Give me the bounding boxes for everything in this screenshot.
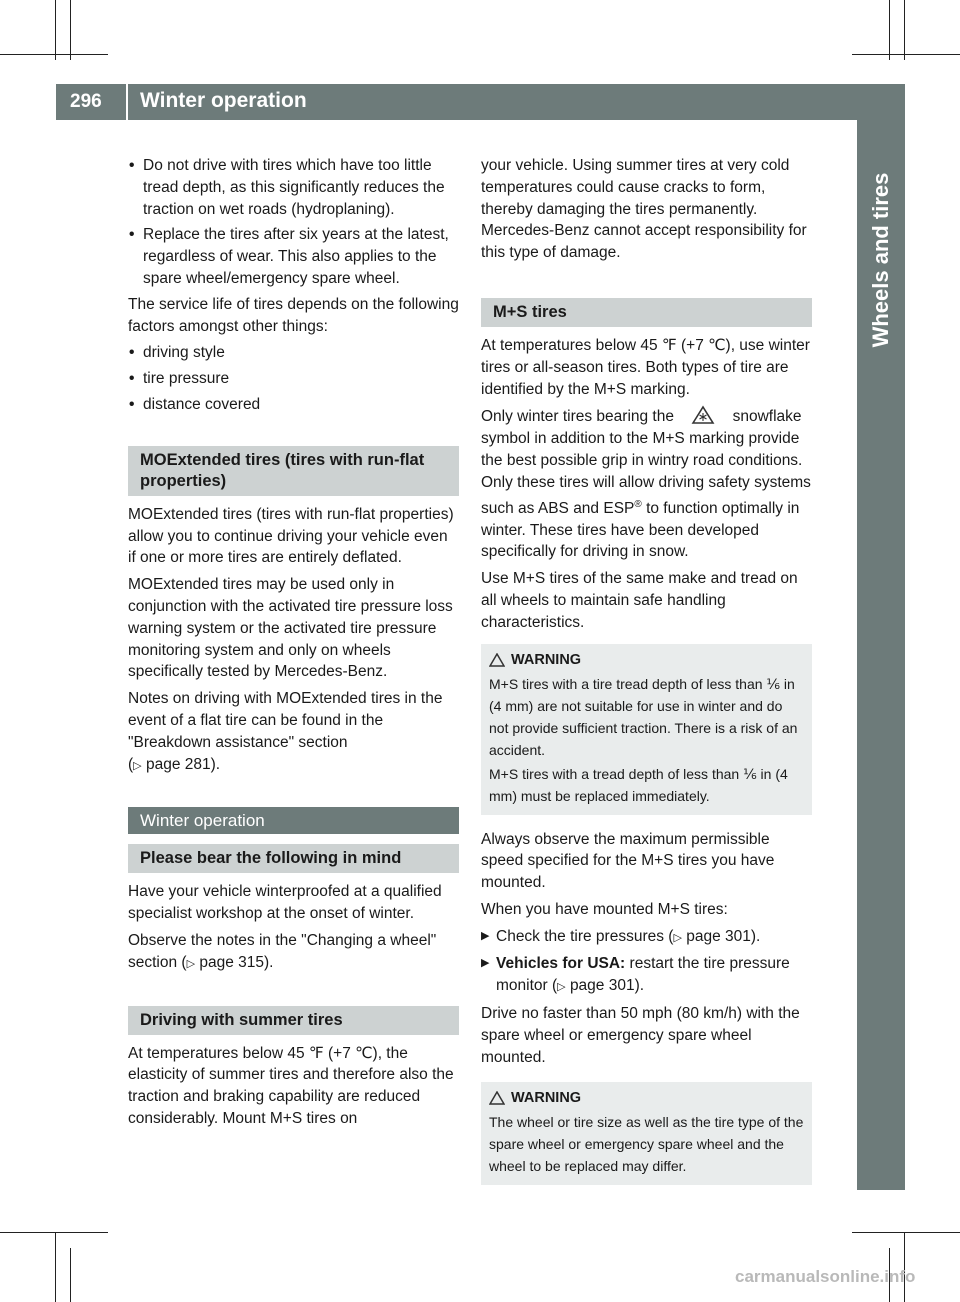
- arrow-right-icon: ▷: [133, 759, 142, 772]
- warning-box: [481, 644, 812, 815]
- crop-mark: [904, 0, 905, 60]
- page-reference-link[interactable]: ▷ page 301).: [557, 977, 645, 995]
- crop-mark: [0, 1232, 108, 1233]
- paragraph: At temperatures below 45 ℉ (+7 ℃), the elasticity of summer tires and therefore also the traction and braking capability are reduced considerably. Mount M+S tires on: [128, 1044, 454, 1127]
- crop-mark: [55, 0, 56, 60]
- warning-text: The wheel or tire size as well as the tire type of the spare wheel or emergency spare wheel and the wheel to be replaced may differ.: [489, 1114, 804, 1175]
- side-tab-label: Wheels and tires: [868, 172, 893, 348]
- snowflake-icon: [690, 405, 716, 425]
- warning-triangle-icon: [489, 653, 505, 667]
- paragraph: Have your vehicle winterproofed at a qualified specialist workshop at the onset of winter.: [128, 883, 442, 923]
- instruction-step: ▶ Vehicles for USA: restart the tire pressure monitor (▷ page 301).: [481, 953, 812, 999]
- crop-mark: [852, 1232, 960, 1233]
- list-item: • Replace the tires after six years at the latest, regardless of wear. This also applies to the spare wheel/emergency spare wheel.: [128, 224, 459, 289]
- page-reference-link[interactable]: ▷ page 301).: [673, 927, 761, 945]
- page-number: 296: [70, 91, 102, 112]
- warning-text: M+S tires with a tread depth of less than ⅙ in (4 mm) must be replaced immediately.: [489, 765, 788, 804]
- paragraph: Only winter tires bearing the snowflake symbol in addition to the M+S marking provide the best possible grip in wintry road conditions. Only these tires will allow driving safety systems such as ABS and ESP® to function optimally in winter. These tires have been developed specifically for driving in snow.: [481, 405, 812, 563]
- paragraph: Always observe the maximum permissible speed specified for the M+S tires you have mounted.: [481, 830, 775, 892]
- crop-mark: [70, 1248, 71, 1302]
- paragraph: MOExtended tires (tires with run-flat properties) allow you to continue driving your vehicle even if one or more tires are entirely deflated.: [128, 505, 454, 567]
- instruction-step: ▶ Check the tire pressures (▷ page 301).: [481, 926, 812, 950]
- crop-mark: [0, 54, 108, 55]
- paragraph: MOExtended tires may be used only in conjunction with the activated tire pressure loss warning system or the activated tire pressure monitoring system and only on wheels specifically tested by Mercedes-Benz.: [128, 576, 453, 681]
- section-heading-moextended: MOExtended tires (tires with run-flat properties): [128, 446, 459, 496]
- list-item: • driving style: [128, 342, 459, 364]
- paragraph: Observe the notes in the "Changing a wheel" section (▷ page 315).: [128, 931, 437, 971]
- crop-mark: [70, 0, 71, 60]
- section-heading-summer-tires: Driving with summer tires: [128, 1006, 459, 1035]
- header-divider: [126, 84, 128, 120]
- paragraph: [128, 688, 459, 777]
- warning-title: WARNING: [489, 1087, 804, 1109]
- arrow-right-icon: ▷: [557, 981, 566, 994]
- warning-triangle-icon: [489, 1091, 505, 1105]
- page-reference-link[interactable]: ▷ page 315).: [186, 953, 274, 971]
- section-heading-ms-tires: M+S tires: [481, 298, 812, 327]
- paragraph-text: Notes on driving with MOExtended tires in the event of a flat tire can be found in the "Breakdown assistance" section: [128, 690, 443, 751]
- list-item: • tire pressure: [128, 368, 459, 390]
- crop-mark: [55, 1232, 56, 1302]
- paragraph: At temperatures below 45 ℉ (+7 ℃), use winter tires or all-season tires. Both types of tire are identified by the M+S marking.: [481, 336, 810, 398]
- crop-mark: [889, 0, 890, 60]
- arrow-right-icon: ▷: [186, 957, 196, 970]
- service-life-text: The service life of tires depends on the following factors amongst other things:: [128, 295, 459, 335]
- page-reference-link[interactable]: (▷ page 281).: [128, 755, 221, 773]
- paragraph: your vehicle. Using summer tires at very cold temperatures could cause cracks to form, thereby damaging the tires permanently. Mercedes-Benz cannot accept responsibility for this type of damage.: [481, 157, 807, 262]
- watermark: carmanualsonline.info: [735, 1267, 916, 1286]
- section-heading-bear-in-mind: Please bear the following in mind: [128, 844, 459, 873]
- crop-mark: [852, 54, 960, 55]
- left-column: [128, 155, 459, 1135]
- warning-box: [481, 1082, 812, 1185]
- right-column: [481, 155, 812, 1199]
- arrow-right-icon: ▷: [673, 931, 682, 944]
- page-title: Winter operation: [140, 89, 307, 112]
- warning-text: M+S tires with a tire tread depth of less than ⅙ in (4 mm) are not suitable for use in winter and do not provide sufficient traction. There is a risk of an accident.: [489, 675, 798, 758]
- paragraph: When you have mounted M+S tires:: [481, 900, 728, 918]
- paragraph: Use M+S tires of the same make and tread on all wheels to maintain safe handling characteristics.: [481, 570, 798, 631]
- section-heading-winter-operation: Winter operation: [128, 807, 459, 834]
- paragraph: Drive no faster than 50 mph (80 km/h) with the spare wheel or emergency spare wheel mounted.: [481, 1005, 800, 1066]
- list-item: • Do not drive with tires which have too little tread depth, as this significantly reduces the traction on wet roads (hydroplaning).: [128, 155, 459, 220]
- warning-title: WARNING: [489, 649, 804, 671]
- list-item: • distance covered: [128, 394, 459, 416]
